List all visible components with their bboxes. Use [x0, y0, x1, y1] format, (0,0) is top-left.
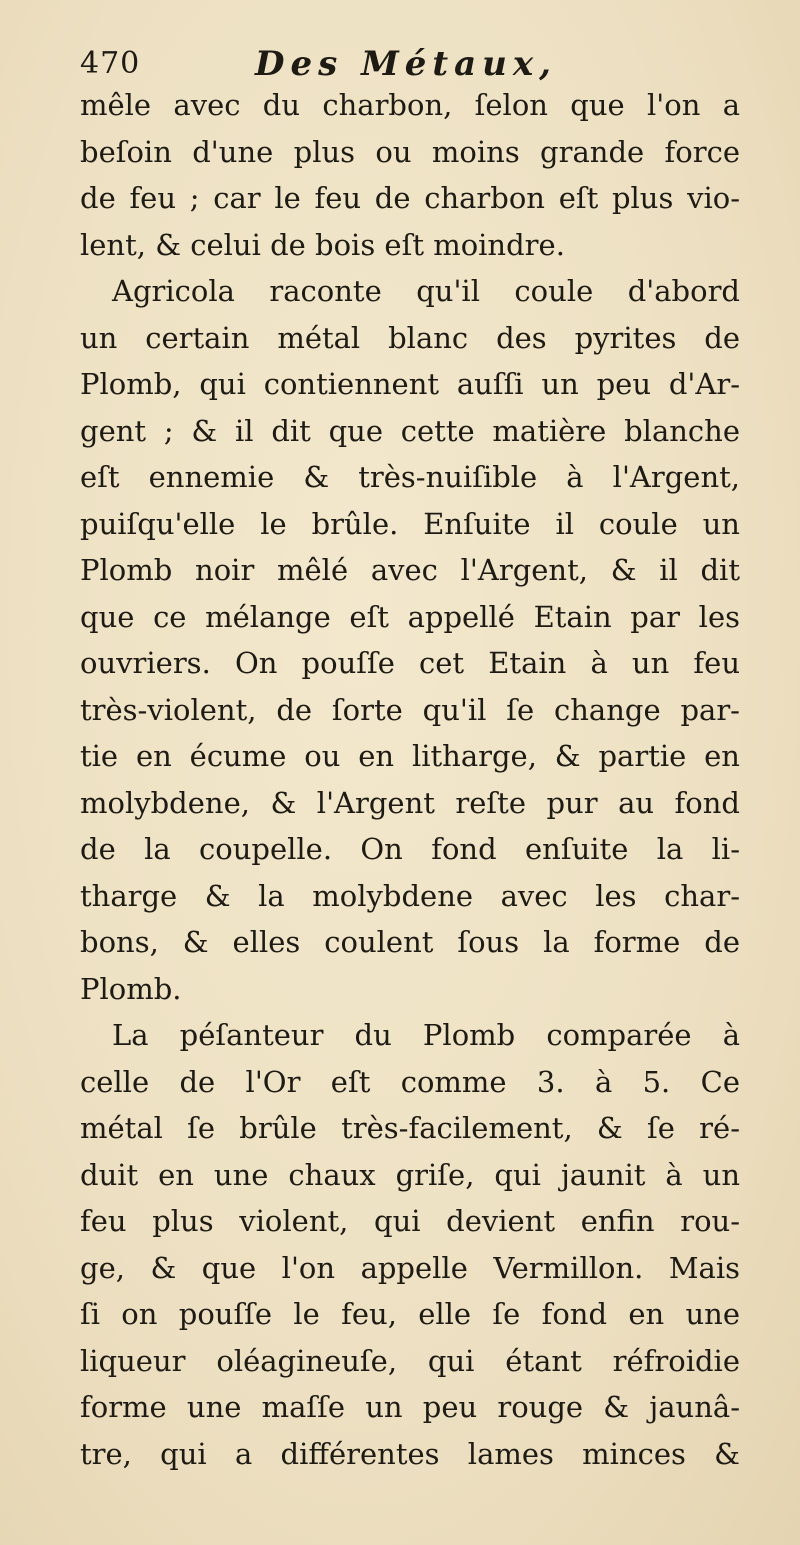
text-line: puiſqu'elle le brûle. Enſuite il coule un [80, 506, 740, 541]
text-line: tie en écume ou en litharge, & partie en [80, 739, 740, 773]
text-line: ſi on pouſſe le feu, elle ſe fond en une [80, 1297, 740, 1331]
text-line: beſoin d'une plus ou moins grande force [80, 134, 740, 169]
text-line: Plomb. [80, 971, 182, 1006]
body-text [80, 82, 740, 1477]
text-line: Plomb, qui contiennent auſſi un peu d'Ar- [80, 367, 740, 401]
text-line: gent ; & il dit que cette matière blanche [80, 413, 740, 448]
text-line: un certain métal blanc des pyrites de [80, 320, 740, 355]
text-line: bons, & elles coulent ſous la forme de [80, 925, 740, 959]
text-line: mêle avec du charbon, ſelon que l'on a [80, 88, 740, 122]
text-line: Plomb noir mêlé avec l'Argent, & il dit [80, 553, 740, 587]
text-line: très-violent, de ſorte qu'il ſe change par- [80, 692, 740, 727]
text-line: molybdene, & l'Argent reſte pur au fond [80, 785, 740, 820]
text-line: ouvriers. On pouſſe cet Etain à un feu [80, 646, 740, 680]
text-line: de la coupelle. On fond enſuite la li- [80, 832, 740, 866]
paragraph-start-line: Agricola raconte qu'il coule d'abord [112, 274, 740, 308]
text-line: liqueur oléagineuſe, qui étant réfroidie [80, 1343, 740, 1378]
text-line: duit en une chaux griſe, qui jaunit à un [80, 1157, 740, 1192]
page-number: 470 [80, 46, 141, 81]
text-line: forme une maſſe un peu rouge & jaunâ- [80, 1390, 740, 1424]
text-line: de feu ; car le feu de charbon eſt plus vio- [80, 181, 740, 215]
text-line: celle de l'Or eſt comme 3. à 5. Ce [80, 1064, 740, 1099]
text-line: eſt ennemie & très-nuiſible à l'Argent, [80, 460, 740, 494]
text-line: tre, qui a différentes lames minces & [80, 1436, 740, 1471]
text-line: que ce mélange eſt appellé Etain par les [80, 599, 740, 634]
text-line: lent, & celui de bois eſt moindre. [80, 227, 565, 262]
paragraph-start-line: La péſanteur du Plomb comparée à [112, 1018, 740, 1052]
running-title: Des Métaux, [255, 44, 557, 84]
text-line: feu plus violent, qui devient enfin rou- [80, 1204, 740, 1238]
text-line: ge, & que l'on appelle Vermillon. Mais [80, 1250, 740, 1285]
text-line: tharge & la molybdene avec les char- [80, 878, 740, 913]
text-line: métal ſe brûle très-facilement, & ſe ré- [80, 1111, 740, 1145]
